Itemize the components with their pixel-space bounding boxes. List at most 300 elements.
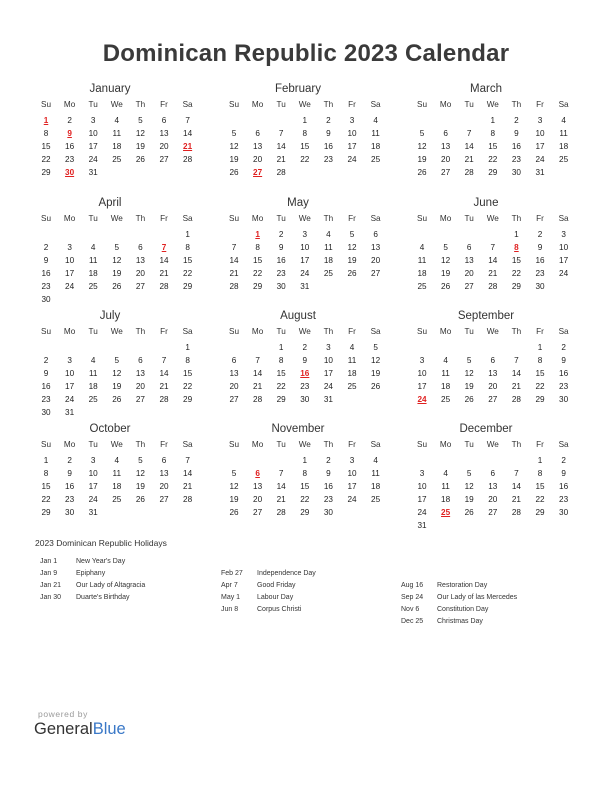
calendar-day: 7: [231, 242, 237, 252]
calendar-day: 1: [537, 343, 543, 352]
weekday-header: Th: [135, 100, 146, 109]
calendar-day: 31: [88, 167, 98, 177]
calendar-day: 17: [88, 141, 98, 151]
calendar-day: 7: [490, 242, 496, 252]
calendar-day: 23: [559, 494, 569, 504]
calendar-day: 13: [135, 255, 145, 265]
holiday-name: New Year's Day: [76, 558, 126, 565]
month-name: November: [271, 423, 325, 435]
calendar-day: 14: [159, 255, 169, 265]
calendar-day: 2: [514, 116, 519, 125]
calendar-day: 25: [441, 394, 451, 404]
calendar-day: 21: [511, 494, 521, 504]
calendar-day: 4: [443, 355, 448, 365]
holiday-day: 25: [441, 507, 451, 517]
calendar-day: 12: [229, 141, 239, 151]
calendar-day: 2: [326, 456, 331, 465]
month-name: October: [89, 423, 131, 435]
holiday-name: Epiphany: [76, 570, 106, 578]
calendar-day: 28: [464, 167, 474, 177]
weekday-header: We: [110, 327, 123, 336]
calendar-day: 8: [43, 468, 49, 478]
calendar-day: 23: [323, 154, 333, 164]
calendar-day: 27: [441, 167, 451, 177]
calendar-day: 1: [302, 456, 308, 465]
weekday-header: Mo: [439, 100, 452, 109]
weekday-header: Su: [416, 214, 427, 223]
calendar-day: 30: [41, 407, 51, 417]
calendar-day: 20: [464, 268, 474, 278]
calendar-day: 13: [253, 141, 263, 151]
month-name: December: [459, 423, 513, 435]
calendar-day: 8: [185, 355, 190, 365]
calendar-day: 12: [112, 368, 122, 378]
calendar-day: 1: [537, 456, 543, 465]
calendar-day: 20: [488, 381, 498, 391]
calendar-day: 12: [441, 255, 451, 265]
weekday-header: Tu: [464, 327, 474, 336]
calendar-day: 26: [112, 394, 122, 404]
holiday-date: Aug 16: [401, 582, 424, 589]
calendar-day: 4: [349, 343, 355, 352]
holiday-name: Good Friday: [257, 582, 296, 590]
calendar-day: 22: [535, 381, 545, 391]
holiday-item: [40, 570, 220, 582]
calendar-day: 4: [419, 242, 425, 252]
calendar-day: 3: [326, 343, 331, 352]
weekday-header: Su: [416, 100, 427, 109]
calendar-day: 11: [441, 481, 450, 491]
weekday-header: We: [298, 440, 311, 449]
calendar-day: 4: [90, 242, 96, 252]
calendar-day: 13: [371, 242, 381, 252]
calendar-day: 25: [559, 154, 569, 164]
calendar-day: 19: [229, 494, 239, 504]
calendar-day: 14: [183, 128, 193, 138]
weekday-header: Su: [40, 214, 51, 223]
holiday-name: Christmas Day: [437, 618, 483, 626]
calendar-day: 22: [488, 154, 498, 164]
calendar-day: 17: [347, 481, 357, 491]
weekday-header: Th: [511, 214, 522, 223]
calendar-day: 10: [347, 128, 357, 138]
calendar-day: 20: [159, 141, 169, 151]
weekday-header: Tu: [464, 100, 474, 109]
calendar-day: 15: [488, 141, 498, 151]
calendar-day: 14: [253, 368, 263, 378]
holiday-day: 24: [417, 394, 427, 404]
weekday-header: Sa: [182, 440, 193, 449]
holiday-item: [221, 582, 401, 594]
calendar-day: 5: [419, 128, 425, 138]
calendar-day: 4: [561, 116, 566, 125]
calendar-day: 21: [464, 154, 474, 164]
calendar-day: 9: [302, 355, 308, 365]
holiday-day: 8: [514, 242, 519, 252]
calendar-day: 8: [537, 355, 543, 365]
calendar-day: 1: [185, 230, 190, 239]
calendar-day: 31: [300, 281, 310, 291]
calendar-day: 24: [88, 154, 98, 164]
calendar-day: 18: [371, 481, 381, 491]
calendar-day: 3: [537, 116, 543, 125]
calendar-day: 27: [159, 494, 169, 504]
calendar-day: 24: [65, 394, 75, 404]
calendar-day: 12: [464, 368, 474, 378]
weekday-header: We: [110, 440, 123, 449]
calendar-day: 4: [373, 456, 378, 465]
calendar-day: 3: [67, 355, 72, 365]
calendar-day: 22: [511, 268, 521, 278]
calendar-day: 5: [231, 468, 237, 478]
calendar-day: 11: [347, 355, 357, 365]
weekday-header: Fr: [536, 100, 544, 109]
weekday-header: Fr: [160, 214, 168, 223]
calendar-day: 1: [43, 456, 49, 465]
powered-by-text: powered by: [38, 709, 88, 719]
calendar-day: 22: [300, 494, 310, 504]
calendar-day: 22: [41, 154, 51, 164]
calendar-day: 5: [349, 230, 355, 239]
calendar-day: 15: [183, 368, 193, 378]
calendar-day: 18: [417, 268, 427, 278]
calendar-day: 5: [373, 343, 378, 352]
calendar-day: 28: [229, 281, 239, 291]
calendar-day: 1: [514, 230, 519, 239]
weekday-header: Tu: [276, 440, 286, 449]
calendar-day: 26: [441, 281, 451, 291]
calendar-day: 8: [537, 468, 543, 478]
weekday-header: Mo: [251, 100, 264, 109]
calendar-day: 2: [43, 355, 49, 365]
calendar-day: 6: [490, 468, 496, 478]
holiday-date: Jan 30: [40, 594, 62, 602]
calendar-day: 10: [323, 355, 333, 365]
calendar-day: 7: [278, 128, 284, 138]
calendar-day: 10: [559, 242, 569, 252]
calendar-day: 10: [417, 368, 427, 378]
calendar-day: 25: [371, 494, 381, 504]
holiday-name: Restoration Day: [437, 582, 488, 589]
calendar-day: 29: [535, 394, 545, 404]
calendar-day: 9: [326, 468, 331, 478]
weekday-header: Mo: [251, 214, 264, 223]
calendar-day: 23: [41, 394, 51, 404]
calendar-day: 11: [441, 368, 450, 378]
calendar-day: 25: [323, 268, 333, 278]
calendar-day: 23: [559, 381, 569, 391]
weekday-header: Mo: [439, 327, 452, 336]
calendar-day: 7: [466, 128, 472, 138]
weekday-header: Mo: [439, 214, 452, 223]
calendar-day: 27: [229, 394, 239, 404]
weekday-header: Fr: [348, 327, 356, 336]
weekday-header: Su: [416, 327, 427, 336]
calendar-day: 4: [90, 355, 96, 365]
calendar-day: 29: [511, 281, 521, 291]
weekday-header: We: [298, 327, 311, 336]
weekday-header: Th: [511, 440, 522, 449]
calendar-day: 9: [278, 242, 284, 252]
calendar-day: 23: [511, 154, 521, 164]
calendar-day: 13: [159, 128, 169, 138]
calendar-day: 26: [371, 381, 381, 391]
holiday-date: Dec 25: [401, 618, 424, 626]
weekday-header: Th: [323, 327, 334, 336]
calendar-day: 29: [183, 394, 193, 404]
calendar-day: 19: [229, 154, 239, 164]
calendar-day: 21: [511, 381, 521, 391]
calendar-day: 25: [88, 394, 98, 404]
calendar-day: 26: [347, 268, 357, 278]
calendar-day: 2: [561, 456, 566, 465]
calendar-day: 16: [323, 141, 333, 151]
calendar-day: 13: [253, 481, 263, 491]
calendar-day: 26: [464, 394, 474, 404]
month-name: July: [99, 310, 121, 322]
calendar-day: 28: [511, 507, 521, 517]
brand-logo[interactable]: [34, 720, 126, 739]
weekday-header: Sa: [182, 214, 193, 223]
weekday-header: We: [486, 100, 499, 109]
calendar-day: 26: [464, 507, 474, 517]
calendar-day: 24: [559, 268, 569, 278]
weekday-header: Su: [228, 440, 239, 449]
weekday-header: Su: [40, 440, 51, 449]
calendar-day: 18: [88, 381, 98, 391]
calendar-day: 13: [488, 368, 498, 378]
brand-logo-general: General: [34, 720, 93, 738]
weekday-header: We: [298, 100, 311, 109]
weekday-header: Th: [323, 100, 334, 109]
calendar-day: 25: [112, 494, 122, 504]
calendar-day: 5: [443, 242, 448, 252]
calendar-day: 15: [276, 368, 286, 378]
calendar-day: 31: [417, 520, 427, 530]
month-name: June: [473, 197, 499, 209]
holiday-name: Constitution Day: [437, 606, 489, 614]
calendar-day: 21: [276, 154, 286, 164]
calendar-day: 17: [65, 268, 75, 278]
calendar-day: 24: [88, 494, 98, 504]
holiday-day: 21: [183, 141, 193, 151]
calendar-day: 12: [464, 481, 474, 491]
calendar-day: 11: [88, 255, 98, 265]
calendar-day: 14: [511, 481, 521, 491]
weekday-header: Tu: [464, 440, 474, 449]
calendar-day: 6: [138, 355, 143, 365]
calendar-day: 12: [112, 255, 122, 265]
calendar-day: 8: [302, 128, 308, 138]
calendar-day: 30: [276, 281, 286, 291]
weekday-header: We: [486, 440, 499, 449]
calendar-day: 28: [253, 394, 263, 404]
calendar-day: 16: [65, 481, 75, 491]
weekday-header: Tu: [276, 214, 286, 223]
calendar-day: 29: [41, 507, 51, 517]
holiday-date: May 1: [221, 594, 241, 602]
weekday-header: Sa: [182, 100, 193, 109]
calendar-day: 12: [135, 468, 145, 478]
calendar-day: 20: [371, 255, 381, 265]
calendar-day: 30: [300, 394, 310, 404]
calendar-day: 15: [300, 481, 310, 491]
calendar-day: 19: [135, 141, 145, 151]
calendar-day: 29: [488, 167, 498, 177]
calendar-day: 20: [441, 154, 451, 164]
calendar-day: 7: [514, 355, 519, 365]
calendar-day: 2: [326, 116, 331, 125]
calendar-day: 4: [443, 468, 448, 478]
calendar-day: 6: [161, 116, 167, 125]
holiday-item: [401, 582, 581, 594]
calendar-day: 13: [464, 255, 474, 265]
holiday-name: Corpus Christi: [257, 606, 302, 614]
calendar-day: 4: [326, 230, 331, 239]
calendar-day: 14: [276, 141, 286, 151]
weekday-header: Sa: [558, 214, 569, 223]
month-name: May: [287, 197, 309, 209]
calendar-day: 10: [347, 468, 357, 478]
weekday-header: Th: [135, 214, 146, 223]
calendar-day: 10: [300, 242, 310, 252]
calendar-day: 3: [90, 456, 96, 465]
calendar-day: 15: [511, 255, 521, 265]
calendar-day: 13: [159, 468, 169, 478]
calendar-day: 29: [183, 281, 193, 291]
calendar-day: 31: [535, 167, 545, 177]
calendar-day: 11: [417, 255, 427, 265]
weekday-header: Th: [135, 327, 146, 336]
weekday-header: Su: [40, 327, 51, 336]
calendar-day: 10: [65, 255, 75, 265]
brand-logo-blue: Blue: [92, 720, 126, 738]
calendar-day: 22: [535, 494, 545, 504]
calendar-day: 25: [417, 281, 427, 291]
calendar-day: 27: [135, 394, 145, 404]
calendar-day: 18: [112, 141, 122, 151]
calendar-day: 3: [67, 242, 72, 252]
calendar-day: 26: [135, 154, 145, 164]
calendar-day: 16: [559, 368, 569, 378]
calendar-day: 16: [276, 255, 286, 265]
weekday-header: Fr: [348, 440, 356, 449]
weekday-header: We: [110, 214, 123, 223]
calendar-day: 21: [276, 494, 286, 504]
calendar-day: 29: [300, 507, 310, 517]
holiday-item: [40, 582, 220, 594]
month-name: February: [274, 83, 322, 95]
month-name: September: [457, 310, 515, 322]
calendar-day: 27: [253, 507, 263, 517]
calendar-day: 15: [535, 481, 545, 491]
calendar-day: 9: [43, 255, 49, 265]
calendar-day: 20: [135, 381, 145, 391]
calendar-day: 9: [561, 355, 566, 365]
holiday-item: [401, 594, 581, 606]
weekday-header: Su: [228, 327, 239, 336]
calendar-day: 3: [349, 456, 355, 465]
weekday-header: We: [110, 100, 123, 109]
calendar-day: 30: [323, 507, 333, 517]
weekday-header: Mo: [63, 327, 76, 336]
calendar-day: 1: [490, 116, 496, 125]
weekday-header: Fr: [536, 327, 544, 336]
calendar-day: 26: [112, 281, 122, 291]
weekday-header: We: [486, 214, 499, 223]
calendar-day: 10: [535, 128, 545, 138]
calendar-day: 6: [255, 128, 260, 138]
calendar-day: 28: [183, 154, 193, 164]
weekday-header: Tu: [464, 214, 474, 223]
weekday-header: Sa: [370, 100, 381, 109]
calendar-day: 15: [41, 481, 51, 491]
calendar-day: 5: [138, 456, 143, 465]
calendar-day: 25: [347, 381, 357, 391]
calendar-day: 8: [185, 242, 190, 252]
calendar-day: 13: [229, 368, 239, 378]
calendar-day: 23: [65, 494, 75, 504]
calendar-day: 18: [323, 255, 333, 265]
calendar-day: 15: [535, 368, 545, 378]
weekday-header: Mo: [63, 440, 76, 449]
calendar-day: 2: [278, 230, 284, 239]
calendar-day: 2: [561, 343, 566, 352]
calendar-day: 2: [67, 456, 72, 465]
calendar-day: 11: [88, 368, 98, 378]
calendar-day: 17: [535, 141, 545, 151]
calendar-day: 16: [535, 255, 545, 265]
calendar-day: 22: [276, 381, 286, 391]
weekday-header: Fr: [536, 440, 544, 449]
calendar-day: 17: [347, 141, 357, 151]
weekday-header: Mo: [63, 214, 76, 223]
calendar-day: 2: [43, 242, 49, 252]
weekday-header: Sa: [182, 327, 193, 336]
weekday-header: Sa: [558, 327, 569, 336]
calendar-day: 17: [323, 368, 333, 378]
calendar-day: 30: [65, 507, 75, 517]
calendar-day: 14: [159, 368, 169, 378]
calendar-day: 21: [488, 268, 498, 278]
calendar-day: 20: [229, 381, 239, 391]
calendar-day: 21: [183, 481, 193, 491]
calendar-day: 10: [65, 368, 75, 378]
holiday-date: Jun 8: [221, 606, 239, 614]
calendar-day: 18: [371, 141, 381, 151]
calendar-day: 26: [417, 167, 427, 177]
calendar-day: 17: [65, 381, 75, 391]
calendar-day: 24: [323, 381, 333, 391]
calendar-day: 19: [417, 154, 427, 164]
calendar-day: 15: [41, 141, 51, 151]
calendar-day: 4: [373, 116, 378, 125]
weekday-header: Th: [323, 214, 334, 223]
weekday-header: We: [298, 214, 311, 223]
calendar-day: 28: [159, 281, 169, 291]
holiday-date: Jan 9: [40, 570, 58, 578]
weekday-header: Tu: [88, 100, 98, 109]
weekday-header: Tu: [276, 100, 286, 109]
calendar-day: 13: [135, 368, 145, 378]
calendar-day: 26: [229, 507, 239, 517]
calendar-day: 12: [417, 141, 427, 151]
calendar-day: 11: [324, 242, 333, 252]
holiday-item: [40, 558, 220, 570]
weekday-header: Fr: [160, 100, 168, 109]
calendar-day: 16: [559, 481, 569, 491]
calendar-day: 31: [65, 407, 75, 417]
